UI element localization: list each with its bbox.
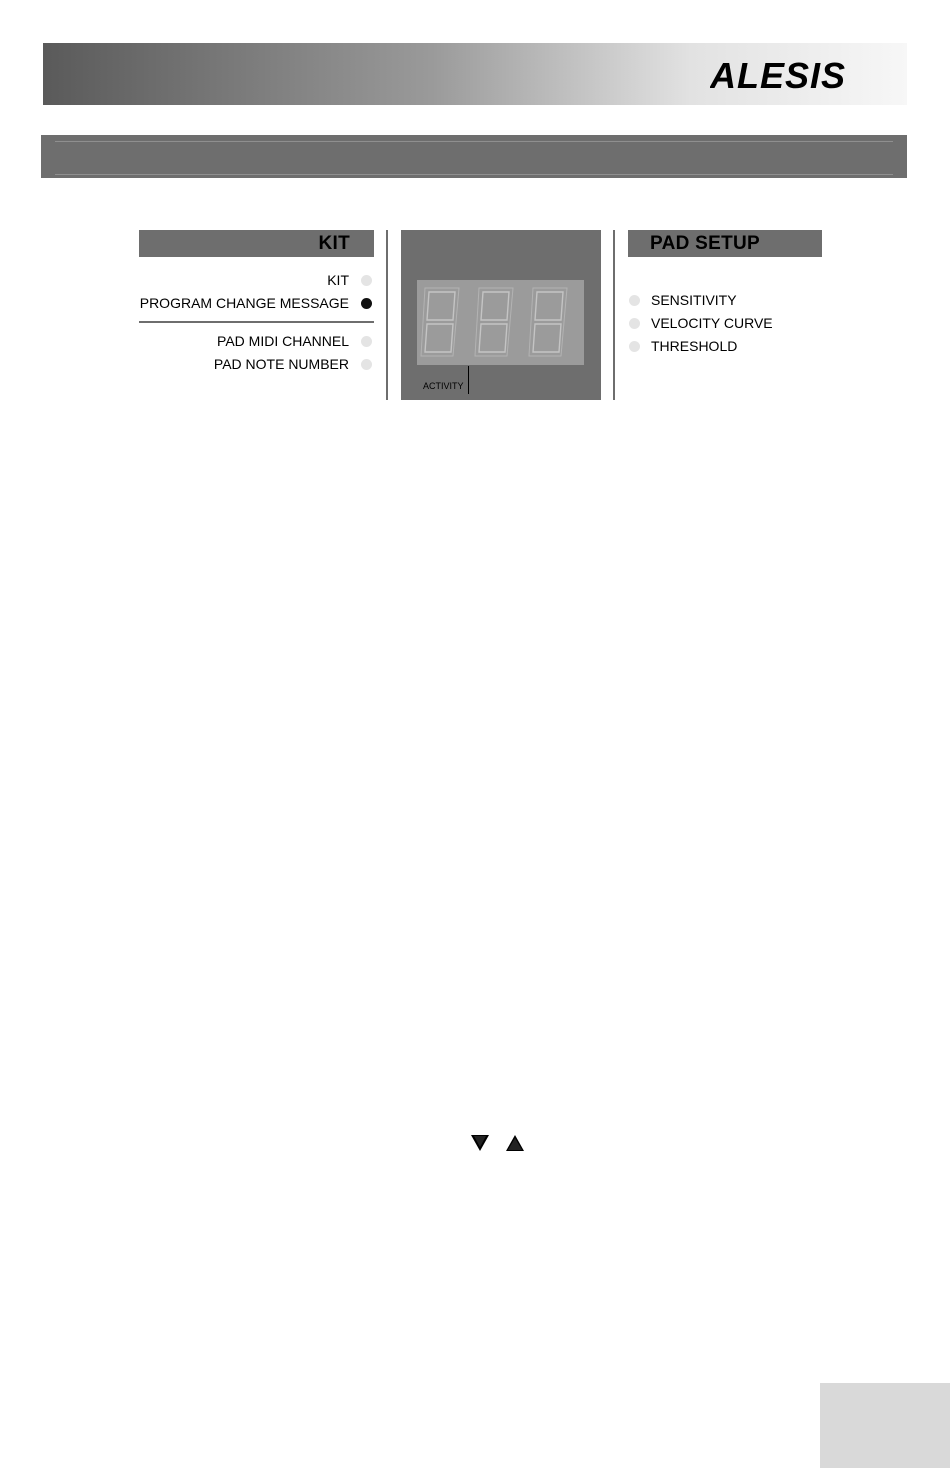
brand-text: ALESIS: [710, 55, 847, 95]
kit-item-label: KIT: [327, 272, 349, 288]
velocity-curve-led: [629, 318, 640, 329]
seven-segment-digits-icon: [417, 280, 584, 365]
activity-label: ACTIVITY: [423, 381, 464, 391]
sensitivity-led: [629, 295, 640, 306]
activity-indicator-line: [468, 366, 469, 394]
panel-divider-right: [613, 230, 615, 400]
alesis-logo: [710, 55, 885, 95]
pad-setup-section-title: PAD SETUP: [650, 233, 761, 254]
pad-midi-channel-led: [361, 336, 372, 347]
panel-divider-left: [386, 230, 388, 400]
velocity-curve-label: VELOCITY CURVE: [651, 315, 773, 331]
kit-section-title: KIT: [318, 233, 350, 254]
page-corner-tab: [820, 1383, 950, 1468]
sensitivity-label: SENSITIVITY: [651, 292, 737, 308]
program-change-message-led: [361, 298, 372, 309]
kit-led: [361, 275, 372, 286]
seven-segment-display: [417, 280, 584, 365]
pad-setup-section-header: [628, 230, 822, 257]
pad-midi-channel-label: PAD MIDI CHANNEL: [217, 333, 349, 349]
kit-divider: [139, 321, 374, 323]
program-change-message-label: PROGRAM CHANGE MESSAGE: [139, 295, 349, 311]
threshold-label: THRESHOLD: [651, 338, 738, 354]
triangle-down-icon: [471, 1135, 489, 1151]
section-title-bar: [41, 135, 907, 178]
triangle-up-icon: [506, 1135, 524, 1151]
display-panel: [401, 230, 601, 400]
pad-note-number-led: [361, 359, 372, 370]
header-banner: [43, 43, 907, 105]
threshold-led: [629, 341, 640, 352]
pad-note-number-label: PAD NOTE NUMBER: [213, 356, 349, 372]
kit-section-header: [139, 230, 374, 257]
arrow-buttons-figure: [470, 1133, 530, 1153]
